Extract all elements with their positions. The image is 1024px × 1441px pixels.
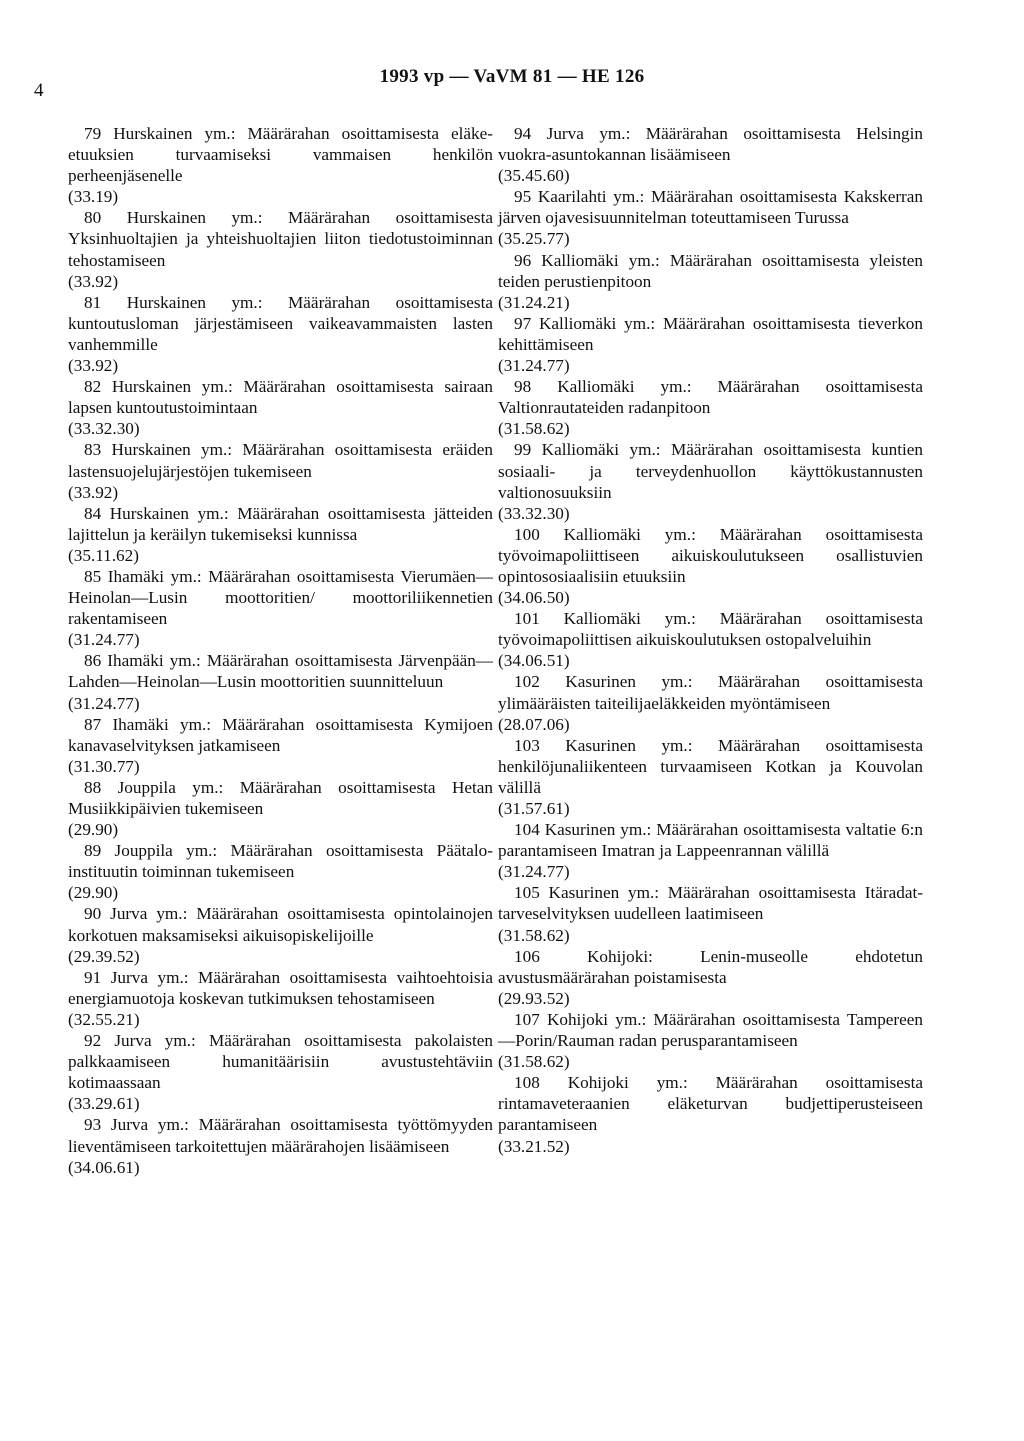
list-item bbox=[68, 566, 493, 650]
entry-text: 94 Jurva ym.: Määrärahan osoittamisesta Helsingin vuokra-asuntokannan lisäämiseen bbox=[498, 124, 923, 165]
list-item bbox=[68, 777, 493, 840]
entry-text: 91 Jurva ym.: Määrärahan osoittamisesta vaihtoehtoisia energiamuotoja koskevan tutkimuksen tehostamiseen bbox=[68, 967, 493, 1008]
entry-text: 82 Hurskainen ym.: Määrärahan osoittamisesta sairaan lapsen kuntoutustoimintaan bbox=[68, 377, 493, 418]
budget-reference: (31.58.62) bbox=[498, 419, 570, 439]
entry-text: 90 Jurva ym.: Määrärahan osoittamisesta opintolainojen korkotuen maksamiseksi aikuisopiskelijoille bbox=[68, 904, 493, 945]
budget-reference: (33.92) bbox=[68, 482, 119, 502]
list-item bbox=[498, 376, 923, 439]
list-item bbox=[498, 186, 923, 249]
list-item bbox=[498, 882, 923, 945]
entry-text: 107 Kohijoki ym.: Määrärahan osoittamisesta Tampereen—Porin/Rauman radan perusparantamiseen bbox=[498, 1009, 923, 1051]
budget-reference: (34.06.51) bbox=[498, 651, 570, 671]
budget-reference: (33.32.30) bbox=[68, 419, 140, 439]
list-item bbox=[498, 608, 923, 671]
budget-reference: (29.90) bbox=[68, 820, 119, 840]
list-item bbox=[498, 946, 923, 1009]
budget-reference: (32.55.21) bbox=[68, 1009, 140, 1029]
budget-reference: (29.93.52) bbox=[498, 988, 570, 1008]
budget-reference: (31.57.61) bbox=[498, 799, 570, 818]
list-item bbox=[68, 376, 493, 439]
list-item bbox=[498, 524, 923, 608]
list-item bbox=[68, 967, 493, 1030]
budget-reference: (33.92) bbox=[68, 271, 119, 291]
budget-reference: (33.29.61) bbox=[68, 1094, 140, 1114]
running-header: 1993 vp — VaVM 81 — HE 126 bbox=[379, 66, 645, 87]
budget-reference: (31.24.77) bbox=[68, 630, 140, 650]
entry-text: 106 Kohijoki: Lenin-museolle ehdotetun avustusmäärärahan poistamisesta bbox=[498, 946, 923, 987]
list-item bbox=[68, 503, 493, 566]
budget-reference: (31.58.62) bbox=[498, 925, 570, 945]
list-item bbox=[68, 650, 493, 713]
list-item bbox=[68, 439, 493, 502]
entry-text: 102 Kasurinen ym.: Määrärahan osoittamisesta ylimääräisten taiteilijaeläkkeiden myöntämiseen bbox=[498, 672, 923, 713]
entry-text: 99 Kalliomäki ym.: Määrärahan osoittamisesta kuntien sosiaali- ja terveydenhuollon käyttökustannusten valtionosuuksiin bbox=[498, 440, 923, 502]
budget-reference: (31.24.21) bbox=[498, 292, 570, 312]
left-column bbox=[68, 123, 493, 1178]
entry-text: 104 Kasurinen ym.: Määrärahan osoittamisesta valtatie 6:n parantamiseen Imatran ja Lappeenrannan välillä bbox=[498, 820, 923, 861]
budget-reference: (31.24.77) bbox=[498, 862, 570, 882]
entry-text: 103 Kasurinen ym.: Määrärahan osoittamisesta henkilöjunaliikenteen turvaamiseen Kotkan ja Kouvolan välillä bbox=[498, 735, 923, 797]
list-item bbox=[68, 1030, 493, 1114]
entry-text: 81 Hurskainen ym.: Määrärahan osoittamisesta kuntoutusloman järjestämiseen vaikeavammaisten lasten vanhemmille bbox=[68, 292, 493, 354]
entry-text: 92 Jurva ym.: Määrärahan osoittamisesta pakolaisten palkkaamiseen humanitäärisiin avustustehtäviin kotimaassaan bbox=[68, 1031, 493, 1093]
list-item bbox=[498, 1072, 923, 1156]
list-item bbox=[68, 840, 493, 903]
list-item bbox=[498, 439, 923, 523]
budget-reference: (31.58.62) bbox=[498, 1052, 570, 1072]
list-item bbox=[68, 714, 493, 777]
list-item bbox=[498, 313, 923, 376]
entry-text: 100 Kalliomäki ym.: Määrärahan osoittamisesta työvoimapoliittiseen aikuiskoulutukseen osallistuvien opintososiaalisiin etuuksiin bbox=[498, 524, 923, 586]
budget-reference: (29.90) bbox=[68, 883, 119, 903]
entry-text: 98 Kalliomäki ym.: Määrärahan osoittamisesta Valtionrautateiden radanpitoon bbox=[498, 377, 923, 418]
entry-text: 89 Jouppila ym.: Määrärahan osoittamisesta Päätalo-instituutin toiminnan tukemiseen bbox=[68, 841, 493, 882]
entry-text: 96 Kalliomäki ym.: Määrärahan osoittamisesta yleisten teiden perustienpitoon bbox=[498, 250, 923, 291]
budget-reference: (33.19) bbox=[68, 187, 119, 207]
budget-reference: (31.30.77) bbox=[68, 756, 140, 776]
budget-reference: (33.21.52) bbox=[498, 1136, 570, 1156]
entry-text: 79 Hurskainen ym.: Määrärahan osoittamisesta eläke-etuuksien turvaamiseksi vammaisen henkilön perheenjäsenelle bbox=[68, 124, 493, 186]
entry-text: 87 Ihamäki ym.: Määrärahan osoittamisesta Kymijoen kanavaselvityksen jatkamiseen bbox=[68, 714, 493, 755]
budget-reference: (35.25.77) bbox=[498, 229, 570, 249]
list-item bbox=[498, 819, 923, 882]
entry-text: 83 Hurskainen ym.: Määrärahan osoittamisesta eräiden lastensuojelujärjestöjen tukemiseen bbox=[68, 440, 493, 481]
entry-text: 86 Ihamäki ym.: Määrärahan osoittamisesta Järvenpään—Lahden—Heinolan—Lusin moottoritien suunnitteluun bbox=[68, 651, 493, 692]
list-item bbox=[68, 1114, 493, 1177]
budget-reference: (34.06.50) bbox=[498, 588, 570, 608]
page-number: 4 bbox=[34, 80, 44, 101]
entry-text: 80 Hurskainen ym.: Määrärahan osoittamisesta Yksinhuoltajien ja yhteishuoltajien liiton tiedotustoiminnan tehostamiseen bbox=[68, 208, 493, 270]
list-item bbox=[498, 123, 923, 186]
entry-text: 101 Kalliomäki ym.: Määrärahan osoittamisesta työvoimapoliittisen aikuiskoulutuksen ostopalveluihin bbox=[498, 609, 923, 650]
list-item bbox=[498, 735, 923, 819]
budget-reference: (33.92) bbox=[68, 356, 119, 376]
entry-text: 97 Kalliomäki ym.: Määrärahan osoittamisesta tieverkon kehittämiseen bbox=[498, 313, 923, 354]
budget-reference: (35.11.62) bbox=[68, 545, 139, 565]
budget-reference: (29.39.52) bbox=[68, 946, 140, 966]
budget-reference: (35.45.60) bbox=[498, 166, 570, 186]
list-item bbox=[498, 250, 923, 313]
budget-reference: (33.32.30) bbox=[498, 503, 570, 523]
list-item bbox=[68, 123, 493, 207]
list-item bbox=[498, 671, 923, 734]
budget-reference: (31.24.77) bbox=[68, 693, 140, 713]
entry-text: 88 Jouppila ym.: Määrärahan osoittamisesta Hetan Musiikkipäivien tukemiseen bbox=[68, 777, 493, 818]
entry-text: 85 Ihamäki ym.: Määrärahan osoittamisesta Vierumäen—Heinolan—Lusin moottoritien/ moottoriliikennetien rakentamiseen bbox=[68, 566, 493, 629]
list-item bbox=[68, 207, 493, 291]
entry-text: 108 Kohijoki ym.: Määrärahan osoittamisesta rintamaveteraanien eläketurvan budjettiperusteiseen parantamiseen bbox=[498, 1073, 923, 1135]
list-item bbox=[68, 903, 493, 966]
list-item bbox=[68, 292, 493, 376]
entry-text: 105 Kasurinen ym.: Määrärahan osoittamisesta Itäradat-tarveselvityksen uudelleen laatimiseen bbox=[498, 883, 923, 924]
budget-reference: (28.07.06) bbox=[498, 714, 570, 734]
list-item bbox=[498, 1009, 923, 1072]
right-column bbox=[498, 123, 923, 1157]
entry-text: 84 Hurskainen ym.: Määrärahan osoittamisesta jätteiden lajittelun ja keräilyn tukemiseksi kunnissa bbox=[68, 503, 493, 544]
budget-reference: (34.06.61) bbox=[68, 1157, 140, 1177]
entry-text: 93 Jurva ym.: Määrärahan osoittamisesta työttömyyden lieventämiseen tarkoitettujen määrärahojen lisäämiseen bbox=[68, 1115, 493, 1156]
entry-text: 95 Kaarilahti ym.: Määrärahan osoittamisesta Kakskerran järven ojavesisuunnitelman toteuttamiseen Turussa bbox=[498, 187, 923, 228]
budget-reference: (31.24.77) bbox=[498, 356, 570, 376]
